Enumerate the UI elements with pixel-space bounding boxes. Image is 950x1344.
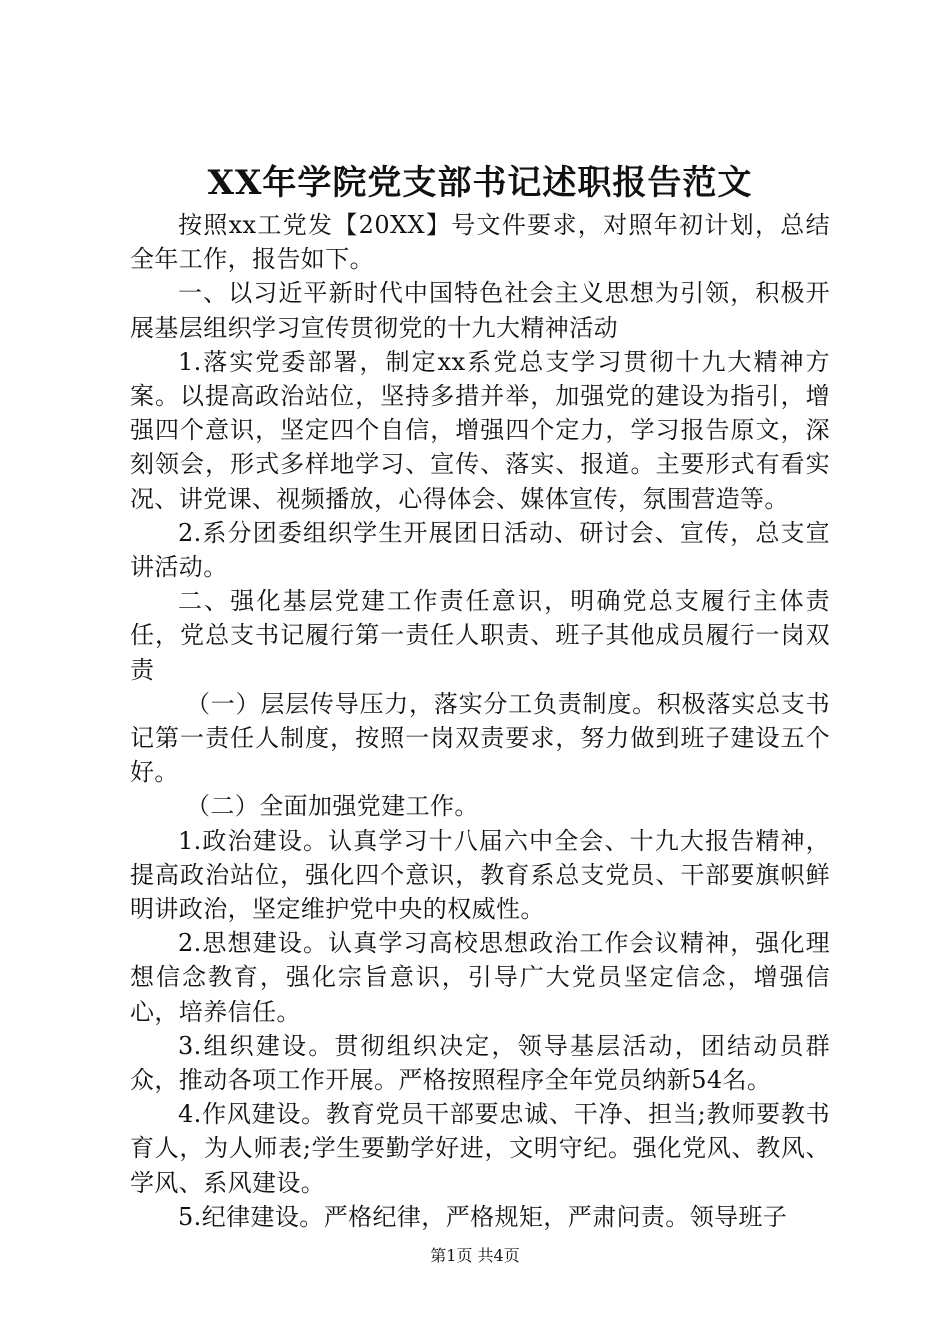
- paragraph-item-2: 2.系分团委组织学生开展团日活动、研讨会、宣传，总支宣讲活动。: [130, 518, 830, 582]
- paragraph-subsection-2: （二）全面加强党建工作。: [186, 792, 479, 821]
- paragraph-section-1-heading: 一、以习近平新时代中国特色社会主义思想为引领，积极开展基层组织学习宣传贯彻党的十九大精神活动: [130, 279, 830, 342]
- paragraph-organizational-construction: 3.组织建设。贯彻组织决定，领导基层活动，团结动员群众，推动各项工作开展。严格按照程序全年党员纳新54名。: [130, 1031, 830, 1095]
- paragraph-section-2-heading: 二、强化基层党建工作责任意识，明确党总支履行主体责任，党总支书记履行第一责任人职责、班子其他成员履行一岗双责: [130, 587, 830, 684]
- paragraph-political-construction: 1.政治建设。认真学习十八届六中全会、十九大报告精神，提高政治站位，强化四个意识，教育系总支党员、干部要旗帜鲜明讲政治，坚定维护党中央的权威性。: [130, 826, 830, 924]
- paragraph-intro: 按照xx工党发【20XX】号文件要求，对照年初计划，总结全年工作，报告如下。: [130, 211, 830, 274]
- paragraph-subsection-1: （一）层层传导压力，落实分工负责制度。积极落实总支书记第一责任人制度，按照一岗双责要求，努力做到班子建设五个好。: [130, 689, 830, 787]
- paragraph-item-1: 1.落实党委部署，制定xx系党总支学习贯彻十九大精神方案。以提高政治站位，坚持多措并举，加强党的建设为指引，增强四个意识，坚定四个自信，增强四个定力，学习报告原文，深刻领会，形式多样地学习、宣传、落实、报道。主要形式有看实况、讲党课、视频播放，心得体会、媒体宣传，氛围营造等。: [130, 347, 830, 513]
- document-body: [130, 208, 830, 1234]
- paragraph-style-construction: 4.作风建设。教育党员干部要忠诚、干净、担当;教师要教书育人，为人师表;学生要勤学好进，文明守纪。强化党风、教风、学风、系风建设。: [130, 1100, 830, 1197]
- document-title: XX年学院党支部书记述职报告范文: [207, 163, 753, 203]
- page-number: 第1页 共4页: [430, 1246, 520, 1265]
- paragraph-discipline-construction: 5.纪律建设。严格纪律，严格规矩，严肃问责。领导班子: [178, 1202, 788, 1231]
- paragraph-ideological-construction: 2.思想建设。认真学习高校思想政治工作会议精神，强化理想信念教育，强化宗旨意识，引导广大党员坚定信念，增强信心，培养信任。: [130, 929, 830, 1026]
